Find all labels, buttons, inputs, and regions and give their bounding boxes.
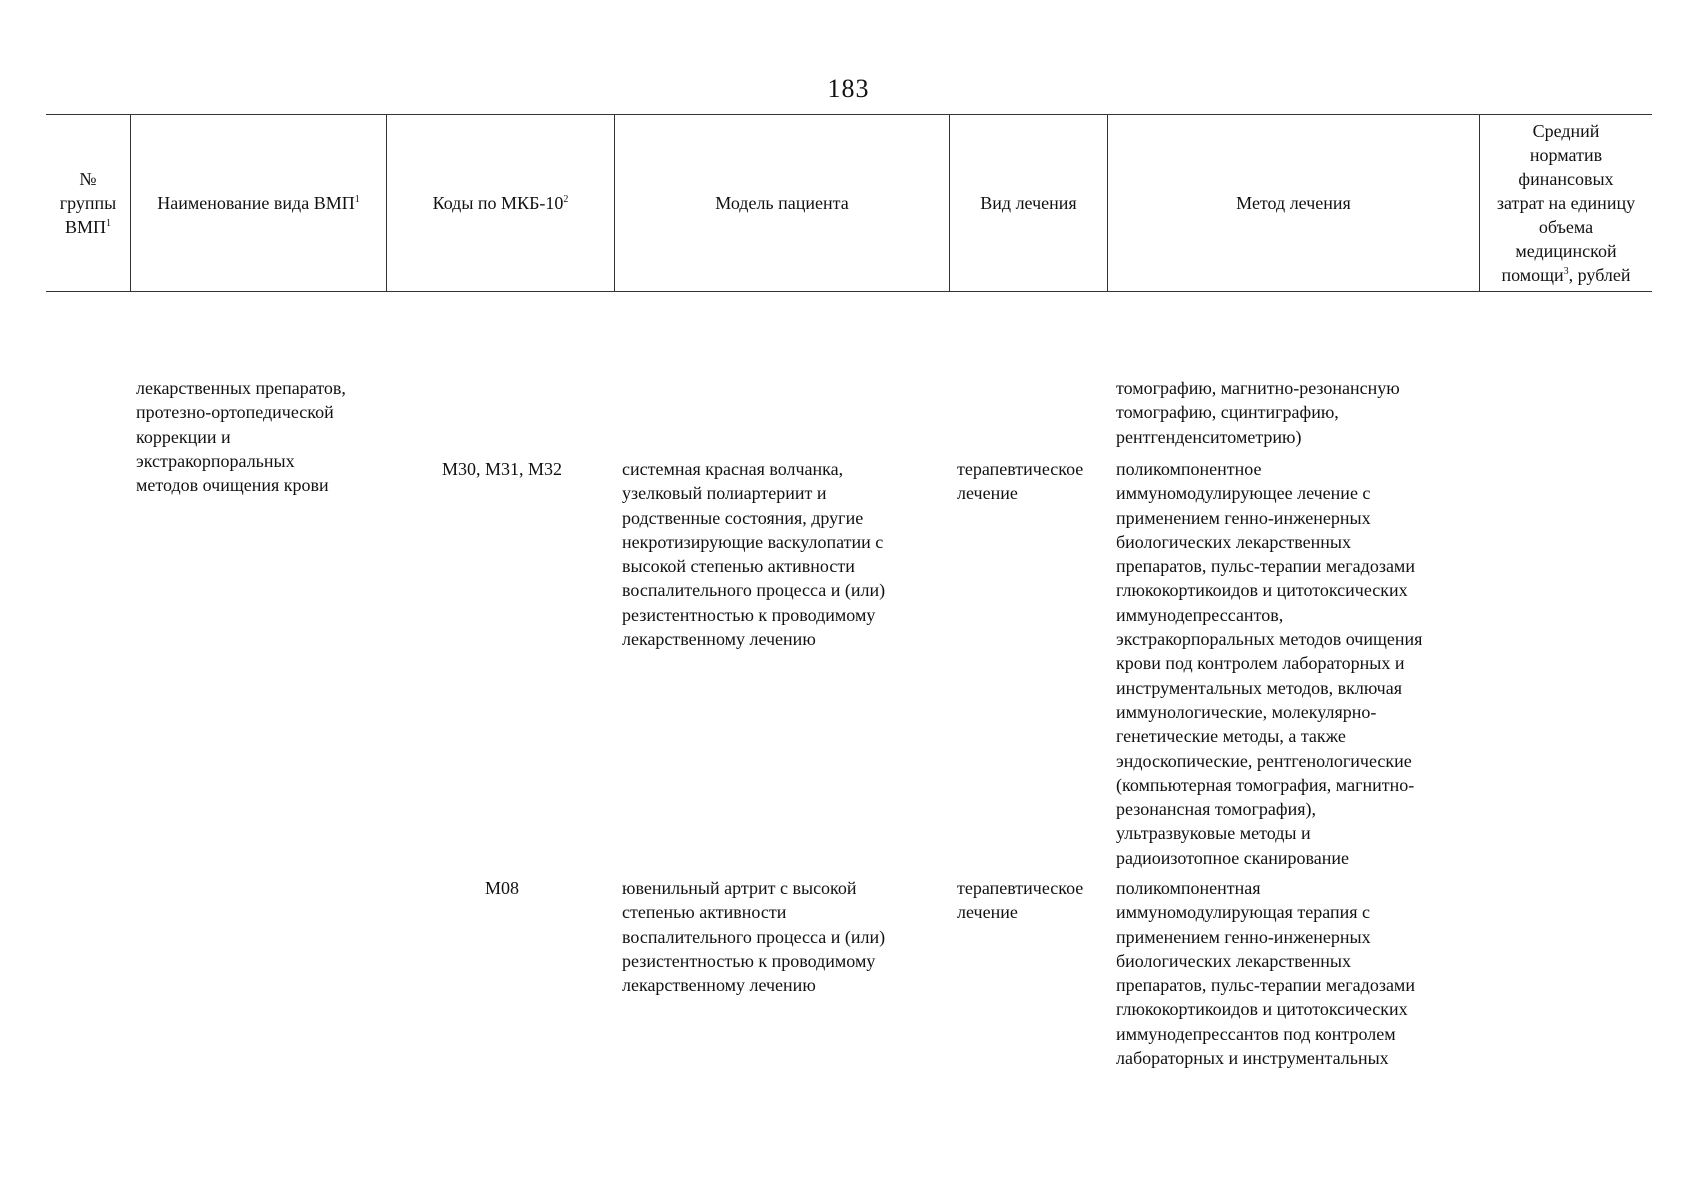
header-patient-model bbox=[614, 115, 949, 291]
text-line: радиоизотопное сканирование bbox=[1116, 847, 1350, 868]
footnote-mark: 1 bbox=[106, 218, 111, 229]
header-average-cost-line: помощи bbox=[1501, 265, 1564, 285]
header-average-cost-line: норматив bbox=[1529, 145, 1603, 165]
text-line: иммунологические, молекулярно- bbox=[1116, 701, 1377, 722]
header-group-number-line: № bbox=[79, 169, 97, 189]
header-group-number bbox=[46, 115, 130, 291]
header-average-cost-line: объема bbox=[1538, 217, 1594, 237]
text-line: глюкокортикоидов и цитотоксических bbox=[1116, 580, 1408, 601]
treatment-method-cell bbox=[1116, 457, 1422, 870]
text-line: иммуномодулирующее лечение с bbox=[1116, 483, 1371, 504]
footnote-mark: 2 bbox=[563, 194, 569, 205]
header-treatment-type bbox=[949, 115, 1107, 291]
text-line: ювенильный артрит с высокой bbox=[622, 878, 857, 898]
header-group-number-line: ВМП bbox=[64, 217, 106, 237]
text-line: резонансная томография), bbox=[1116, 799, 1316, 820]
text-line: препаратов, пульс-терапии мегадозами bbox=[1116, 975, 1415, 996]
text-line: иммуномодулирующая терапия с bbox=[1116, 902, 1371, 923]
text-line: экстракорпоральных методов очищения bbox=[1116, 629, 1423, 650]
text-line: лекарственных препаратов, bbox=[136, 378, 346, 398]
header-icd-codes-label: Коды по МКБ-10 bbox=[432, 193, 564, 213]
text-line: применением генно-инженерных bbox=[1116, 507, 1371, 528]
text-line: системная красная волчанка, bbox=[622, 459, 844, 479]
header-average-cost-line: медицинской bbox=[1515, 241, 1617, 261]
text-line: глюкокортикоидов и цитотоксических bbox=[1116, 999, 1408, 1020]
text-line: резистентностью к проводимому bbox=[622, 604, 876, 625]
text-line: лабораторных и инструментальных bbox=[1116, 1048, 1389, 1069]
patient-model-cell bbox=[622, 457, 885, 651]
text-line: узелковый полиартериит и bbox=[622, 483, 827, 504]
text-line: лекарственному лечению bbox=[622, 975, 816, 996]
method-continued bbox=[1116, 376, 1400, 449]
header-average-cost-line: , рублей bbox=[1568, 265, 1631, 285]
treatment-method-cell bbox=[1116, 876, 1415, 1070]
header-vmp-name bbox=[130, 115, 386, 291]
vmp-name-continued bbox=[136, 376, 346, 497]
text-line: степенью активности bbox=[622, 902, 787, 923]
text-line: лекарственному лечению bbox=[622, 629, 816, 650]
page-number: 183 bbox=[827, 74, 870, 103]
header-average-cost bbox=[1479, 115, 1652, 291]
text-line: генетические методы, а также bbox=[1116, 726, 1346, 747]
footnote-mark: 3 bbox=[1563, 266, 1569, 277]
text-line: иммунодепрессантов, bbox=[1116, 604, 1284, 625]
text-line: эндоскопические, рентгенологические bbox=[1116, 750, 1412, 771]
header-icd-codes bbox=[386, 115, 614, 291]
header-vmp-name-label: Наименование вида ВМП bbox=[157, 193, 355, 213]
text-line: протезно-ортопедической bbox=[136, 402, 334, 423]
text-line: применением генно-инженерных bbox=[1116, 926, 1371, 947]
text-line: иммунодепрессантов под контролем bbox=[1116, 1023, 1396, 1044]
text-line: экстракорпоральных bbox=[136, 450, 295, 471]
header-treatment-type-label: Вид лечения bbox=[980, 193, 1077, 213]
text-line: лечение bbox=[957, 483, 1018, 504]
text-line: крови под контролем лабораторных и bbox=[1116, 653, 1405, 674]
header-group-number-line: группы bbox=[59, 193, 117, 213]
text-line: поликомпонентная bbox=[1116, 878, 1261, 898]
text-line: препаратов, пульс-терапии мегадозами bbox=[1116, 556, 1415, 577]
treatment-type-cell bbox=[957, 876, 1083, 925]
header-average-cost-line: Средний bbox=[1532, 121, 1600, 141]
text-line: биологических лекарственных bbox=[1116, 950, 1351, 971]
header-average-cost-line: затрат на единицу bbox=[1496, 193, 1636, 213]
text-line: томографию, сцинтиграфию, bbox=[1116, 402, 1339, 423]
patient-model-cell bbox=[622, 876, 885, 997]
table-header bbox=[46, 114, 1652, 292]
text-line: коррекции и bbox=[136, 426, 231, 447]
text-line: высокой степенью активности bbox=[622, 556, 855, 577]
icd-codes-cell: M30, M31, M32 bbox=[441, 459, 562, 479]
text-line: воспалительного процесса и (или) bbox=[622, 580, 886, 601]
text-line: лечение bbox=[957, 902, 1018, 923]
treatment-type-cell bbox=[957, 457, 1083, 506]
header-patient-model-label: Модель пациента bbox=[715, 193, 849, 213]
text-line: некротизирующие васкулопатии с bbox=[622, 531, 884, 552]
text-line: методов очищения крови bbox=[136, 475, 329, 496]
footnote-mark: 1 bbox=[354, 194, 360, 205]
header-treatment-method-label: Метод лечения bbox=[1236, 193, 1351, 213]
text-line: поликомпонентное bbox=[1116, 459, 1262, 479]
header-treatment-method bbox=[1107, 115, 1479, 291]
text-line: биологических лекарственных bbox=[1116, 531, 1351, 552]
text-line: родственные состояния, другие bbox=[622, 507, 864, 528]
text-line: резистентностью к проводимому bbox=[622, 950, 876, 971]
text-line: инструментальных методов, включая bbox=[1116, 677, 1402, 698]
text-line: (компьютерная томография, магнитно- bbox=[1116, 774, 1415, 795]
text-line: терапевтическое bbox=[957, 459, 1084, 479]
text-line: терапевтическое bbox=[957, 878, 1084, 898]
header-average-cost-line: финансовых bbox=[1518, 169, 1614, 189]
text-line: рентгенденситометрию) bbox=[1116, 426, 1302, 447]
text-line: ультразвуковые методы и bbox=[1116, 823, 1311, 844]
text-line: воспалительного процесса и (или) bbox=[622, 926, 886, 947]
text-line: томографию, магнитно-резонансную bbox=[1116, 378, 1400, 398]
icd-codes-cell: M08 bbox=[484, 878, 519, 898]
